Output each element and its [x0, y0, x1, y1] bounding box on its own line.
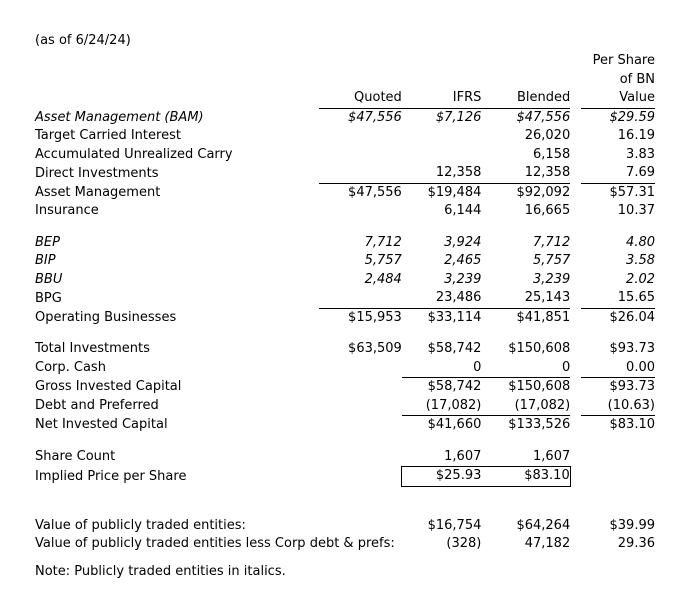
row-spacer: [35, 435, 655, 448]
cell-quoted: [319, 517, 402, 536]
cell-per-share: $39.99: [609, 517, 655, 533]
header-blended: Blended: [481, 89, 570, 108]
header-ifrs: IFRS: [402, 89, 482, 108]
spacer-cell: [581, 221, 655, 234]
cell-per-share: $93.73: [609, 379, 655, 394]
header-per-share-line2: of BN: [619, 71, 655, 87]
cell-per-share: 16.19: [617, 128, 655, 143]
as-of-date-label: (as of 6/24/24): [35, 33, 131, 48]
cell-gap: [570, 289, 580, 308]
cell-ifrs: 1,607: [444, 448, 482, 464]
cell-quoted: [319, 378, 402, 397]
cell-gap: [570, 359, 580, 378]
cell-quoted: 2,484: [364, 271, 402, 287]
cell-per-share: [581, 467, 655, 487]
spacer-cell: [319, 435, 402, 448]
table-row-footnote: [35, 535, 655, 554]
cell-per-share: 0.00: [581, 359, 655, 378]
cell-blended: $150,608: [508, 341, 571, 356]
table-row: [35, 127, 655, 146]
cell-blended: 0: [481, 359, 570, 378]
cell-quoted: [319, 359, 402, 378]
cell-quoted: [319, 127, 402, 146]
table-row-subtotal: [35, 378, 655, 397]
spacer-cell: [570, 221, 580, 234]
table-row: [35, 234, 655, 253]
table-row-footnote: [35, 517, 655, 536]
cell-ifrs: $16,754: [427, 517, 482, 533]
row-label: Value of publicly traded entities:: [35, 517, 246, 533]
cell-blended: 47,182: [524, 536, 571, 551]
cell-ifrs: [402, 127, 482, 146]
spacer-cell: [570, 327, 580, 340]
cell-gap: [570, 448, 580, 467]
cell-ifrs: [402, 146, 482, 165]
table-row: [35, 359, 655, 378]
cell-quoted: 7,712: [364, 234, 402, 250]
cell-per-share: $57.31: [609, 184, 655, 200]
cell-gap: [570, 108, 580, 127]
cell-blended: 16,665: [524, 203, 571, 218]
cell-gap: [570, 378, 580, 397]
header-row-line2: [35, 71, 655, 90]
row-label: BIP: [35, 253, 56, 268]
header-spacer: [35, 71, 319, 90]
header-spacer-quoted: [319, 71, 402, 90]
cell-gap: [570, 183, 580, 202]
table-row: [35, 252, 655, 271]
footnote-italics-note: Note: Publicly traded entities in italics.: [35, 564, 286, 579]
cell-blended: 6,158: [533, 146, 571, 162]
cell-per-share: $83.10: [609, 417, 655, 432]
header-gap: [570, 52, 580, 71]
row-label: Debt and Preferred: [35, 398, 159, 413]
cell-blended: $41,851: [516, 309, 571, 325]
cell-quoted: [319, 467, 402, 487]
cell-quoted: 5,757: [364, 253, 402, 268]
row-label: Asset Management (BAM): [35, 109, 204, 125]
cell-blended: 7,712: [533, 234, 571, 250]
row-label: Direct Investments: [35, 165, 159, 181]
header-spacer-ifrs: [402, 52, 482, 71]
cell-per-share: (10.63): [581, 397, 655, 416]
cell-ifrs: 0: [402, 359, 482, 378]
header-per-share-line1: Per Share: [592, 53, 655, 68]
header-spacer-quoted: [319, 52, 402, 71]
cell-per-share: 7.69: [581, 164, 655, 183]
row-label: Asset Management: [35, 184, 161, 200]
header-label-blank: [35, 89, 319, 108]
spacer-cell: [581, 435, 655, 448]
header-per-share-line3: Value: [581, 89, 655, 108]
cell-ifrs: (17,082): [402, 397, 482, 416]
cell-gap: [570, 340, 580, 359]
row-label: Corp. Cash: [35, 360, 106, 375]
cell-gap: [570, 397, 580, 416]
table-row: [35, 164, 655, 183]
spacer-cell: [581, 327, 655, 340]
cell-blended: $92,092: [516, 184, 571, 200]
cell-ifrs: $33,114: [427, 309, 482, 325]
table-row: [35, 448, 655, 467]
cell-quoted: $47,556: [348, 109, 402, 125]
table-row-total: [35, 340, 655, 359]
cell-quoted: $47,556: [348, 184, 402, 200]
cell-quoted: $15,953: [348, 309, 402, 325]
spacer-cell: [570, 435, 580, 448]
cell-quoted: [319, 448, 402, 467]
cell-gap: [570, 517, 580, 536]
cell-per-share: $29.59: [609, 109, 655, 125]
cell-quoted: $63,509: [348, 341, 402, 356]
valuation-table: [35, 52, 655, 554]
cell-quoted: [319, 289, 402, 308]
spacer-cell: [319, 327, 402, 340]
cell-quoted: [319, 164, 402, 183]
table-row: [35, 271, 655, 290]
cell-blended-boxed: $83.10: [481, 467, 570, 487]
spacer-cell: [319, 221, 402, 234]
table-row: [35, 202, 655, 221]
cell-gap: [570, 252, 580, 271]
cell-quoted: [319, 202, 402, 221]
cell-ifrs: $7,126: [435, 109, 482, 125]
spacer-cell: [35, 221, 319, 234]
row-label: Gross Invested Capital: [35, 379, 182, 394]
cell-per-share: 4.80: [626, 234, 655, 250]
cell-ifrs-boxed: $25.93: [402, 467, 482, 487]
cell-gap: [570, 164, 580, 183]
row-label: Accumulated Unrealized Carry: [35, 146, 233, 162]
spacer-cell: [481, 486, 570, 517]
cell-per-share: 3.58: [626, 253, 655, 268]
row-label: Total Investments: [35, 341, 150, 356]
cell-ifrs: $41,660: [427, 417, 482, 432]
table-row: [35, 146, 655, 165]
cell-ifrs: $58,742: [427, 341, 482, 356]
cell-blended: 5,757: [533, 253, 571, 268]
row-label: Net Invested Capital: [35, 417, 168, 432]
row-label: BBU: [35, 271, 63, 287]
spacer-cell: [35, 435, 319, 448]
table-row-subtotal: [35, 308, 655, 327]
header-row-columns: [35, 89, 655, 108]
cell-per-share: 29.36: [617, 536, 655, 551]
spacer-cell: [319, 486, 402, 517]
table-row: [35, 289, 655, 308]
spacer-cell: [481, 221, 570, 234]
cell-gap: [570, 535, 580, 554]
row-label: BEP: [35, 234, 60, 250]
cell-blended: $64,264: [516, 517, 571, 533]
cell-quoted: [319, 397, 402, 416]
table-row: [35, 108, 655, 127]
cell-ifrs: 23,486: [402, 289, 482, 308]
cell-ifrs: (328): [446, 536, 482, 551]
spacer-cell: [402, 435, 482, 448]
cell-per-share: [581, 448, 655, 467]
cell-blended: 25,143: [481, 289, 570, 308]
table-row: [35, 397, 655, 416]
header-gap: [570, 71, 580, 90]
cell-per-share: 10.37: [617, 203, 655, 218]
cell-per-share: $26.04: [609, 309, 655, 325]
header-spacer-blended: [481, 52, 570, 71]
spacer-cell: [402, 327, 482, 340]
cell-gap: [570, 234, 580, 253]
row-label: Share Count: [35, 449, 116, 464]
header-spacer-blended: [481, 71, 570, 90]
cell-blended: (17,082): [481, 397, 570, 416]
header-quoted: Quoted: [319, 89, 402, 108]
cell-ifrs: $58,742: [427, 379, 482, 394]
cell-blended: $150,608: [508, 379, 571, 394]
cell-ifrs: 3,239: [444, 271, 482, 287]
cell-gap: [570, 271, 580, 290]
spacer-cell: [35, 327, 319, 340]
cell-ifrs: $19,484: [427, 184, 482, 200]
cell-gap: [570, 467, 580, 487]
cell-per-share: 15.65: [581, 289, 655, 308]
cell-blended: 12,358: [481, 164, 570, 183]
cell-gap: [570, 146, 580, 165]
table-row-total: [35, 416, 655, 435]
spacer-cell: [481, 327, 570, 340]
row-label: Implied Price per Share: [35, 468, 187, 484]
header-spacer-ifrs: [402, 71, 482, 90]
spacer-cell: [35, 486, 319, 517]
cell-ifrs: 3,924: [444, 234, 482, 250]
cell-blended: $47,556: [516, 109, 571, 125]
spacer-cell: [402, 486, 482, 517]
table-row-subtotal: [35, 183, 655, 202]
cell-blended: 3,239: [533, 271, 571, 287]
cell-gap: [570, 308, 580, 327]
row-label: Value of publicly traded entities less Corp debt & prefs:: [35, 536, 395, 551]
row-label: Insurance: [35, 203, 99, 218]
row-spacer: [35, 327, 655, 340]
cell-ifrs: 2,465: [444, 253, 482, 268]
spacer-cell: [581, 486, 655, 517]
table-row-highlight: [35, 467, 655, 487]
spacer-cell: [402, 221, 482, 234]
cell-blended: $133,526: [508, 417, 571, 432]
cell-gap: [570, 202, 580, 221]
row-label: BPG: [35, 290, 62, 306]
spacer-cell: [481, 435, 570, 448]
row-spacer: [35, 221, 655, 234]
cell-blended: 1,607: [533, 448, 571, 464]
row-spacer-large: [35, 486, 655, 517]
cell-blended: 26,020: [524, 128, 571, 143]
header-gap: [570, 89, 580, 108]
row-label: Target Carried Interest: [35, 128, 181, 143]
cell-quoted: [319, 416, 402, 435]
cell-gap: [570, 127, 580, 146]
cell-quoted: [319, 146, 402, 165]
spacer-cell: [570, 486, 580, 517]
cell-ifrs: 12,358: [402, 164, 482, 183]
cell-ifrs: 6,144: [444, 203, 482, 218]
header-spacer: [35, 52, 319, 71]
cell-gap: [570, 416, 580, 435]
header-row-line1: [35, 52, 655, 71]
row-label: Operating Businesses: [35, 309, 177, 325]
cell-per-share: 3.83: [626, 146, 655, 162]
cell-per-share: 2.02: [626, 271, 655, 287]
cell-per-share: $93.73: [609, 341, 655, 356]
